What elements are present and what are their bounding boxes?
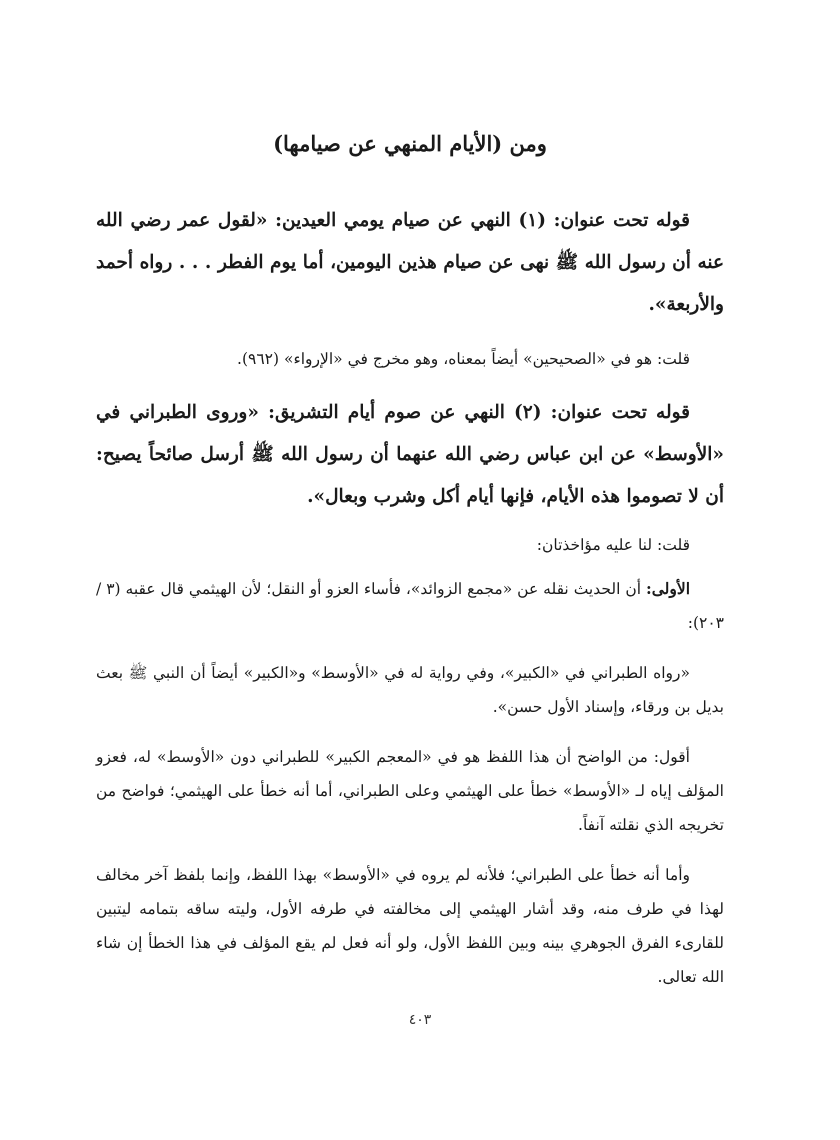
paragraph-two-objections: قلت: لنا عليه مؤاخذتان: — [536, 536, 690, 554]
paragraph-haythami-quote: «رواه الطبراني في «الكبير»، وفي رواية له في «الأوسط» و«الكبير» أيضاً أن النبي ﷺ بعث بديل بن ورقاء، وإسناد الأول حسن». — [96, 664, 724, 716]
first-objection-text: أن الحديث نقله عن «مجمع الزوائد»، فأساء العزو أو النقل؛ لأن الهيثمي قال عقبه (٣ / ٢٠٣): — [96, 580, 724, 632]
page-content — [96, 128, 724, 994]
paragraph-first-objection — [96, 572, 724, 640]
paragraph-author-comment: أقول: من الواضح أن هذا اللفظ هو في «المعجم الكبير» للطبراني دون «الأوسط» له، فعزو المؤلف إياه لـ «الأوسط» خطأ على الهيثمي وعلى الطبراني، أما أنه خطأ على الهيثمي؛ فواضح من تخريجه الذي نقلته آنفاً. — [96, 748, 724, 834]
page-number: ٤٠٣ — [408, 1012, 432, 1028]
section-heading: ومن (الأيام المنهي عن صيامها) — [273, 131, 547, 156]
paragraph-tashriq-fasting: قوله تحت عنوان: (٢) النهي عن صوم أيام التشريق: «وروى الطبراني في «الأوسط» عن ابن عباس رضي الله عنهما أن رسول الله ﷺ أرسل صائحاً يصيح: أن لا تصوموا هذه الأيام، فإنها أيام أكل وشرب وبعال». — [96, 402, 724, 507]
paragraph-tabarani-error: وأما أنه خطأ على الطبراني؛ فلأنه لم يروه في «الأوسط» بهذا اللفظ، وإنما بلفظ آخر مخالف لهذا في طرف منه، وقد أشار الهيثمي إلى مخالفته في طرفه الأول، وليته ساقه بتمامه ليتبين للقارىء الفرق الجوهري بينه وبين اللفظ الأول، ولو أنه فعل لم يقع المؤلف في هذا الخطأ إن شاء الله تعالى. — [96, 866, 724, 986]
paragraph-eid-fasting: قوله تحت عنوان: (١) النهي عن صيام يومي العيدين: «لقول عمر رضي الله عنه أن رسول الله ﷺ نهى عن صيام هذين اليومين، أما يوم الفطر . . . رواه أحمد والأربعة». — [96, 210, 724, 315]
paragraph-note-sahihain: قلت: هو في «الصحيحين» أيضاً بمعناه، وهو مخرج في «الإرواء» (٩٦٢). — [237, 350, 690, 368]
first-objection-label: الأولى: — [646, 579, 690, 598]
